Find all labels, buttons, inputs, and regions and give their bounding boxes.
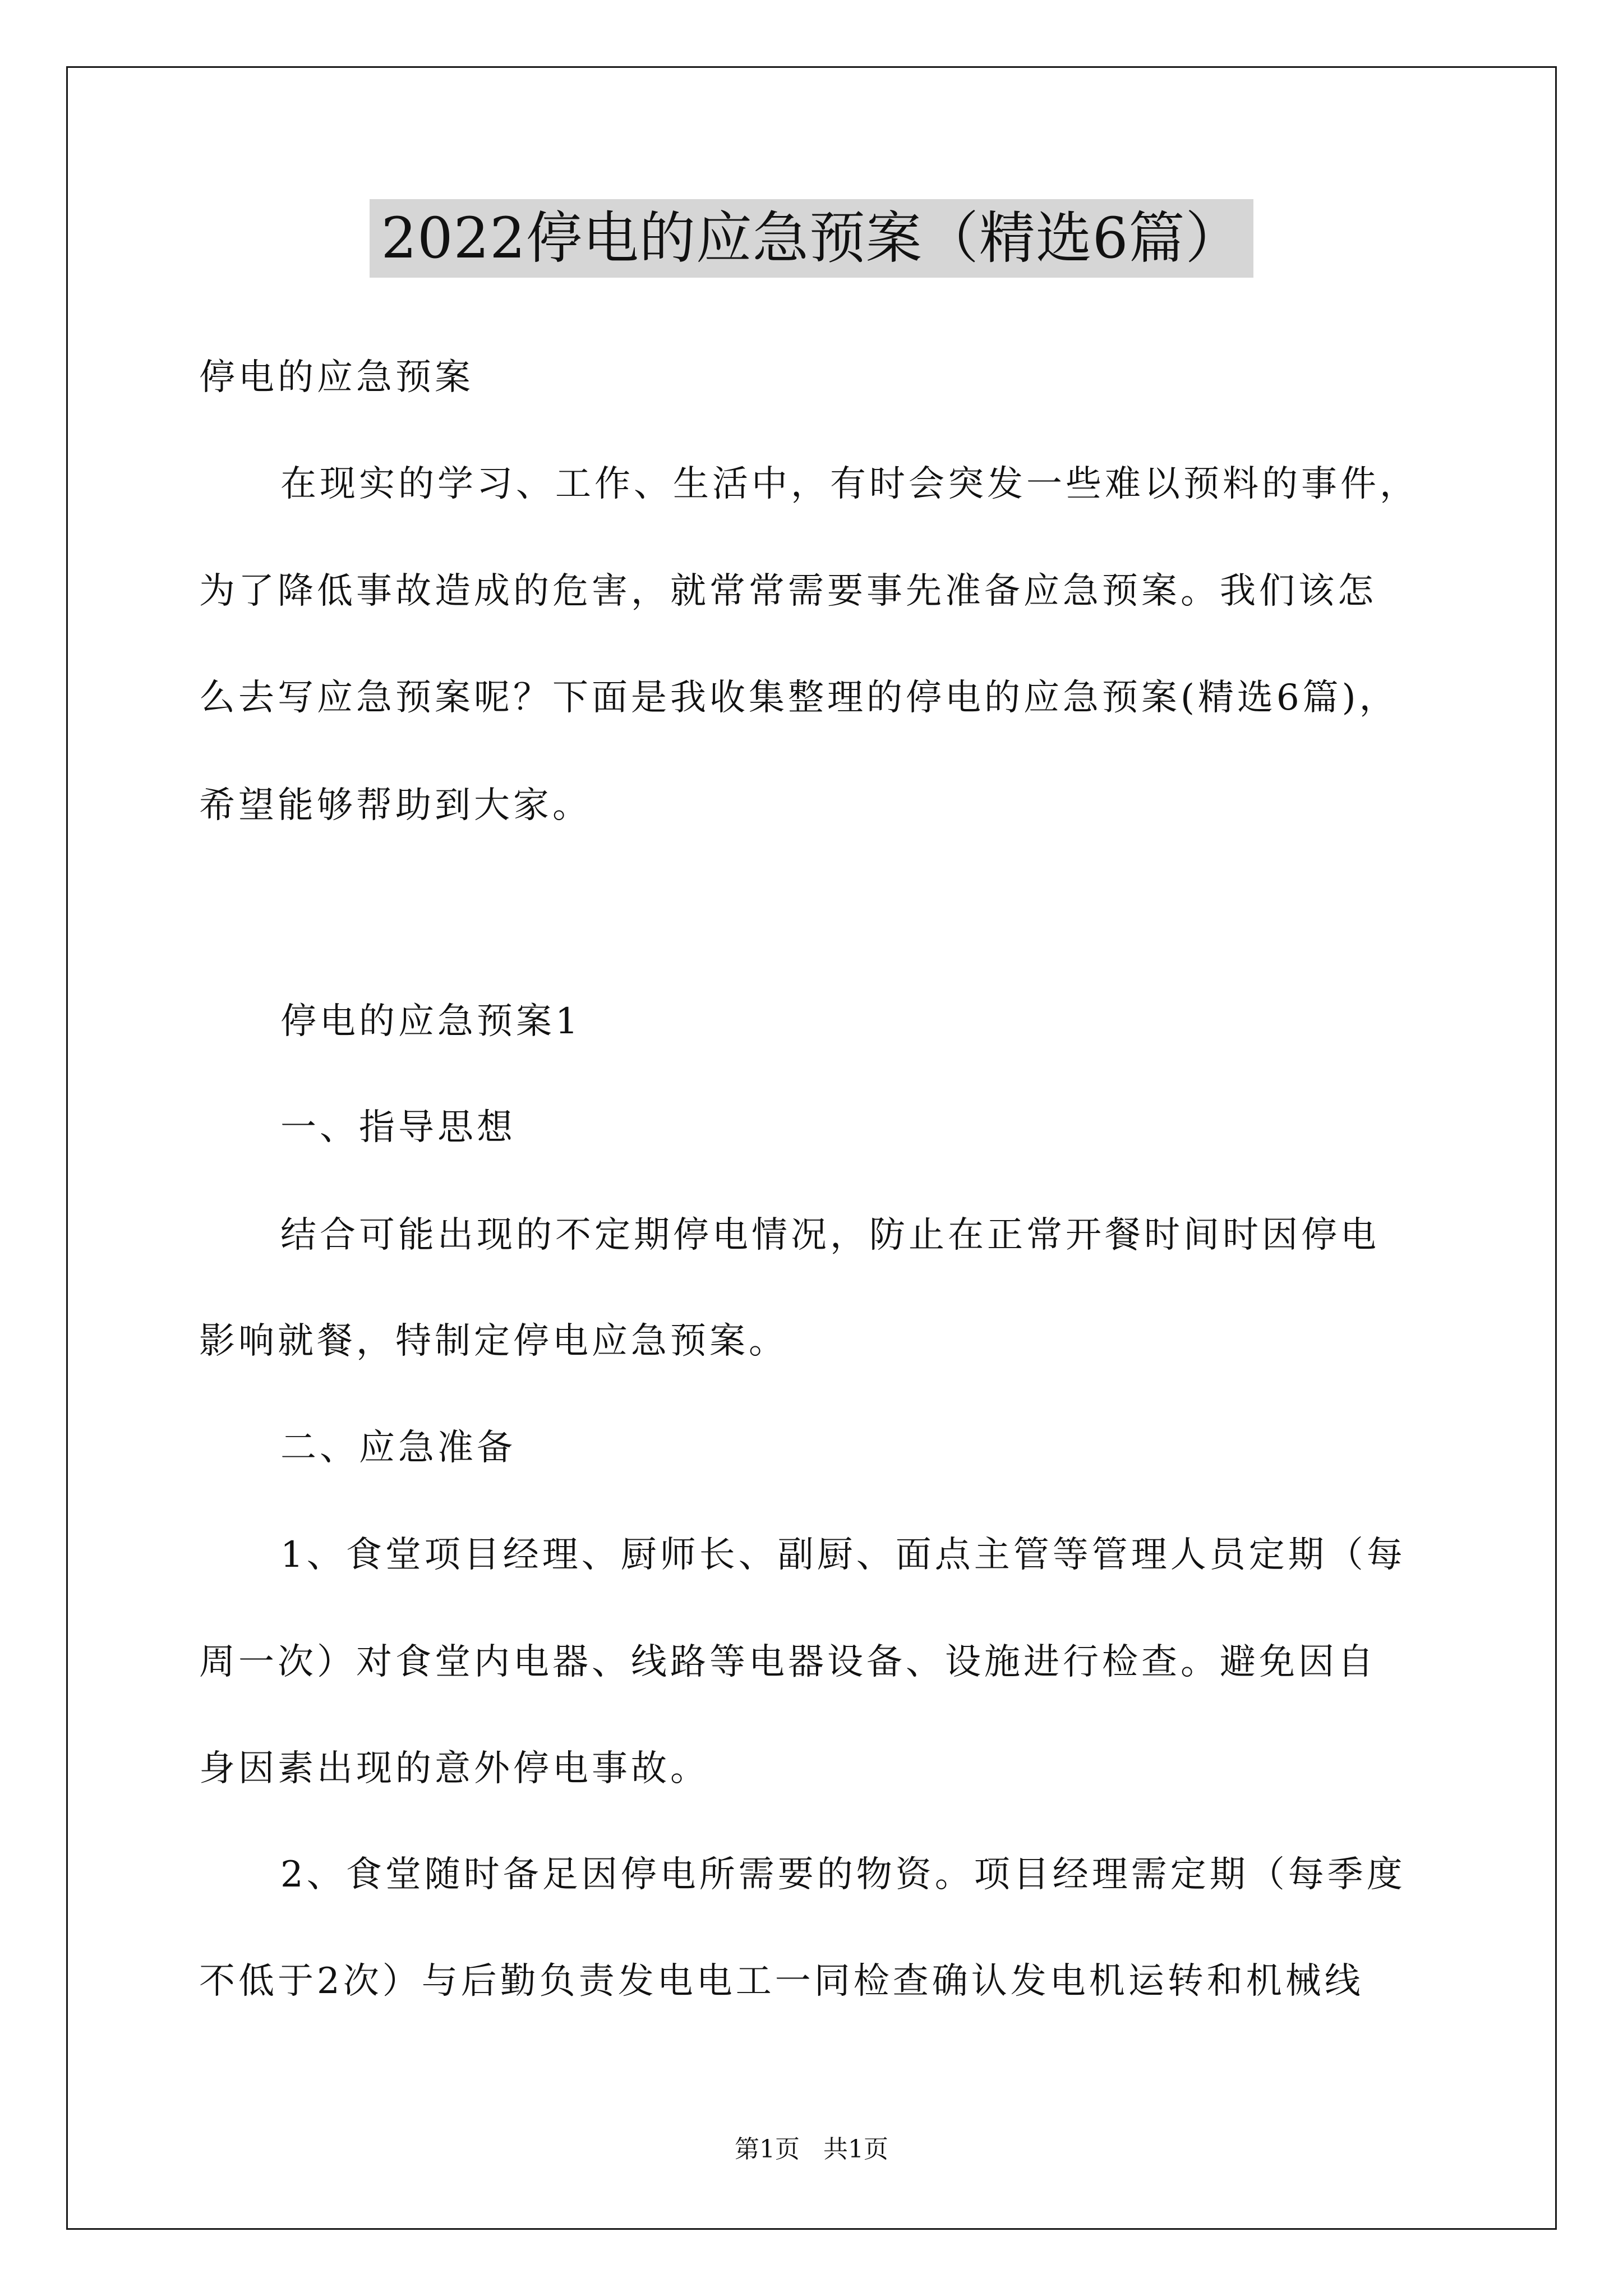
- paragraph-line: 身因素出现的意外停电事故。: [199, 1748, 709, 1789]
- page-footer: 第1页 共1页: [735, 2135, 888, 2164]
- paragraph-line: 影响就餐，特制定停电应急预案。: [199, 1320, 788, 1362]
- document-title: 2022停电的应急预案（精选6篇）: [370, 199, 1253, 278]
- paragraph-line: 2、食堂随时备足因停电所需要的物资。项目经理需定期（每季度: [280, 1854, 1406, 1895]
- paragraph-line: 为了降低事故造成的危害，就常常需要事先准备应急预案。我们该怎: [199, 570, 1377, 612]
- paragraph-line: 不低于2次）与后勤负责发电电工一同检查确认发电机运转和机械线: [199, 1961, 1364, 2002]
- paragraph-line: 结合可能出现的不定期停电情况，防止在正常开餐时间时因停电: [280, 1214, 1380, 1256]
- section-heading: 停电的应急预案: [199, 357, 474, 398]
- section-heading: 二、应急准备: [280, 1427, 516, 1469]
- paragraph-line: 在现实的学习、工作、生活中，有时会突发一些难以预料的事件，: [280, 463, 1419, 505]
- section-heading: 一、指导思想: [280, 1107, 516, 1148]
- title-container: [0, 199, 1623, 278]
- paragraph-line: 1、食堂项目经理、厨师长、副厨、面点主管等管理人员定期（每: [280, 1534, 1406, 1576]
- paragraph-line: 周一次）对食堂内电器、线路等电器设备、设施进行检查。避免因自: [199, 1641, 1377, 1683]
- section-heading: 停电的应急预案1: [280, 1001, 582, 1042]
- paragraph-line: 么去写应急预案呢？下面是我收集整理的停电的应急预案(精选6篇)，: [199, 677, 1399, 719]
- paragraph-line: 希望能够帮助到大家。: [199, 785, 592, 826]
